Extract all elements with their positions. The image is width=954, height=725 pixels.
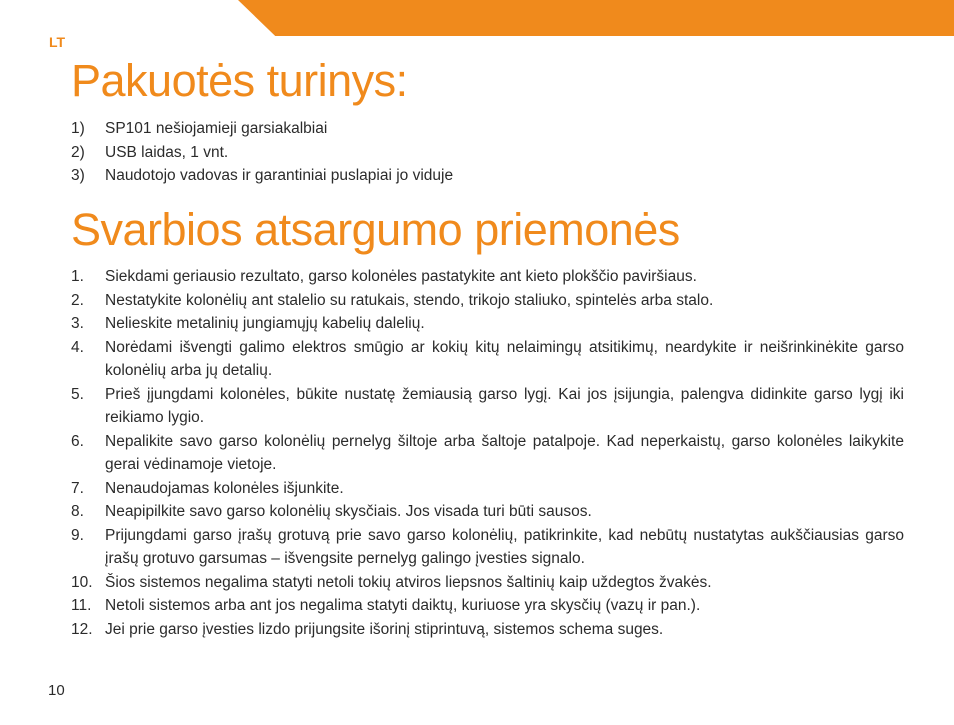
list-item: [71, 164, 904, 188]
list-item-text: Naudotojo vadovas ir garantiniai puslapiai jo viduje: [105, 167, 454, 184]
list-item-text: Siekdami geriausio rezultato, garso kolonėles pastatykite ant kieto plokščio paviršiaus.: [105, 268, 697, 285]
list-item-number: 10.: [71, 573, 93, 591]
list-item-text: Šios sistemos negalima statyti netoli tokių atviros liepsnos šaltinių kaip uždegtos žvakės.: [105, 573, 712, 591]
list-item: [71, 594, 904, 618]
list-item-text: Neapipilkite savo garso kolonėlių skysčiais. Jos visada turi būti sausos.: [105, 503, 592, 520]
list-item-number: 12.: [71, 620, 93, 638]
list-item-text: Norėdami išvengti galimo elektros smūgio ar kokių kitų nelaimingų atsitikimų, neardykite ir neišrinkinėkite garso kolonėlių arba jų detalių.: [105, 338, 904, 379]
list-item-number: 2): [71, 143, 85, 161]
list-item-text: SP101 nešiojamieji garsiakalbiai: [105, 120, 328, 137]
list-item: [71, 383, 904, 430]
list-item: [71, 265, 904, 289]
top-accent-bar: [238, 0, 954, 36]
list-item-text: Nenaudojamas kolonėles išjunkite.: [105, 479, 344, 497]
list-item-text: Nelieskite metalinių jungiamųjų kabelių dalelių.: [105, 315, 425, 332]
list-item-number: 6.: [71, 432, 84, 450]
list-item-text: Nepalikite savo garso kolonėlių pernelyg šiltoje arba šaltoje patalpoje. Kad neperkaistų, garso kolonėles laikykite gerai vėdinamoje vietoje.: [105, 432, 904, 473]
safety-precautions-list: [71, 265, 904, 641]
list-item-number: 3): [71, 167, 85, 184]
list-item-text: Prieš įjungdami kolonėles, būkite nustatę žemiausią garso lygį. Kai jos įsijungia, palengva didinkite garso lygį iki reikiamo lygio.: [105, 385, 904, 426]
page-number: 10: [48, 682, 65, 699]
list-item-text: Jei prie garso įvesties lizdo prijungsite išorinį stiprintuvą, sistemos schema suges.: [105, 620, 664, 638]
package-contents-title: Pakuotės turinys:: [71, 55, 408, 106]
list-item: [71, 500, 904, 524]
list-item: [71, 571, 904, 595]
list-item-number: 1): [71, 120, 85, 137]
language-code: LT: [49, 34, 66, 50]
list-item-text: Netoli sistemos arba ant jos negalima statyti daiktų, kuriuose yra skysčių (vazų ir pan.).: [105, 597, 701, 614]
list-item-text: Prijungdami garso įrašų grotuvą prie savo garso kolonėlių, patikrinkite, kad nebūtų nustatytas aukščiausias garso įrašų grotuvo garsumas – išvengsite pernelyg galingo įvesties signalo.: [105, 526, 904, 567]
list-item-text: USB laidas, 1 vnt.: [105, 143, 229, 161]
list-item-number: 9.: [71, 526, 84, 544]
list-item: [71, 618, 904, 642]
list-item-number: 3.: [71, 315, 84, 332]
safety-precautions-title: Svarbios atsargumo priemonės: [71, 204, 680, 255]
list-item-number: 1.: [71, 268, 84, 285]
list-item: [71, 289, 904, 313]
list-item: [71, 312, 904, 336]
list-item-number: 4.: [71, 338, 84, 356]
list-item-number: 8.: [71, 503, 84, 520]
list-item-number: 11.: [71, 597, 92, 614]
list-item: [71, 336, 904, 383]
list-item-number: 2.: [71, 291, 84, 309]
list-item: [71, 141, 904, 165]
list-item: [71, 117, 904, 141]
package-contents-list: [71, 117, 904, 188]
list-item-number: 5.: [71, 385, 84, 403]
list-item-number: 7.: [71, 479, 84, 497]
list-item-text: Nestatykite kolonėlių ant stalelio su ratukais, stendo, trikojo staliuko, spintelės arba stalo.: [105, 291, 714, 309]
list-item: [71, 430, 904, 477]
list-item: [71, 477, 904, 501]
list-item: [71, 524, 904, 571]
